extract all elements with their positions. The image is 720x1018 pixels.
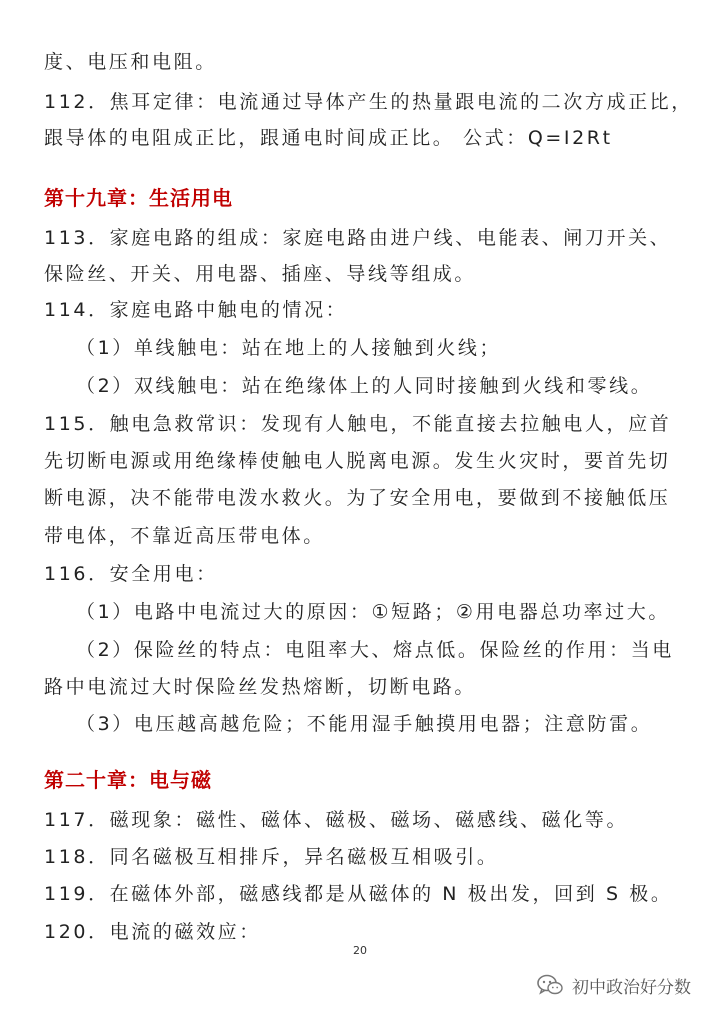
item-113: 113．家庭电路的组成：家庭电路由进户线、电能表、闸刀开关、 xyxy=(44,227,672,249)
item-114: 114．家庭电路中触电的情况： xyxy=(44,299,348,321)
text-line: 跟导体的电阻成正比，跟通电时间成正比。 公式：Q=I2Rt xyxy=(44,127,613,149)
item-118: 118．同名磁极互相排斥，异名磁极互相吸引。 xyxy=(44,846,499,868)
item-116: 116．安全用电： xyxy=(44,563,218,585)
watermark-text: 初中政治好分数 xyxy=(572,977,691,998)
page-number: 20 xyxy=(353,944,367,957)
sub-item: （2）保险丝的特点：电阻率大、熔点低。保险丝的作用：当电 xyxy=(76,639,674,661)
chapter-19-heading: 第十九章：生活用电 xyxy=(44,186,233,210)
text-line: 带电体，不靠近高压带电体。 xyxy=(44,525,325,547)
sub-item: （1）单线触电：站在地上的人接触到火线； xyxy=(76,337,502,359)
wechat-icon xyxy=(536,973,564,997)
chapter-20-heading: 第二十章：电与磁 xyxy=(44,768,212,792)
item-119: 119．在磁体外部，磁感线都是从磁体的 N 极出发，回到 S 极。 xyxy=(44,883,673,905)
text-line: 保险丝、开关、用电器、插座、导线等组成。 xyxy=(44,263,477,285)
item-117: 117．磁现象：磁性、磁体、磁极、磁场、磁感线、磁化等。 xyxy=(44,809,629,831)
sub-item: （3）电压越高越危险；不能用湿手触摸用电器；注意防雷。 xyxy=(76,713,653,735)
item-112: 112．焦耳定律：电流通过导体产生的热量跟电流的二次方成正比， xyxy=(44,91,693,113)
sub-item: （1）电路中电流过大的原因：①短路；②用电器总功率过大。 xyxy=(76,601,670,623)
text-line: 路中电流过大时保险丝发热熔断，切断电路。 xyxy=(44,676,477,698)
text-line: 度、电压和电阻。 xyxy=(44,51,217,73)
text-line: 断电源，决不能带电泼水救火。为了安全用电，要做到不接触低压 xyxy=(44,487,671,509)
watermark xyxy=(536,970,691,1000)
sub-item: （2）双线触电：站在绝缘体上的人同时接触到火线和零线。 xyxy=(76,375,653,397)
item-120: 120．电流的磁效应： xyxy=(44,921,261,943)
text-line: 先切断电源或用绝缘棒使触电人脱离电源。发生火灾时，要首先切 xyxy=(44,450,671,472)
item-115: 115．触电急救常识：发现有人触电，不能直接去拉触电人，应首 xyxy=(44,413,672,435)
